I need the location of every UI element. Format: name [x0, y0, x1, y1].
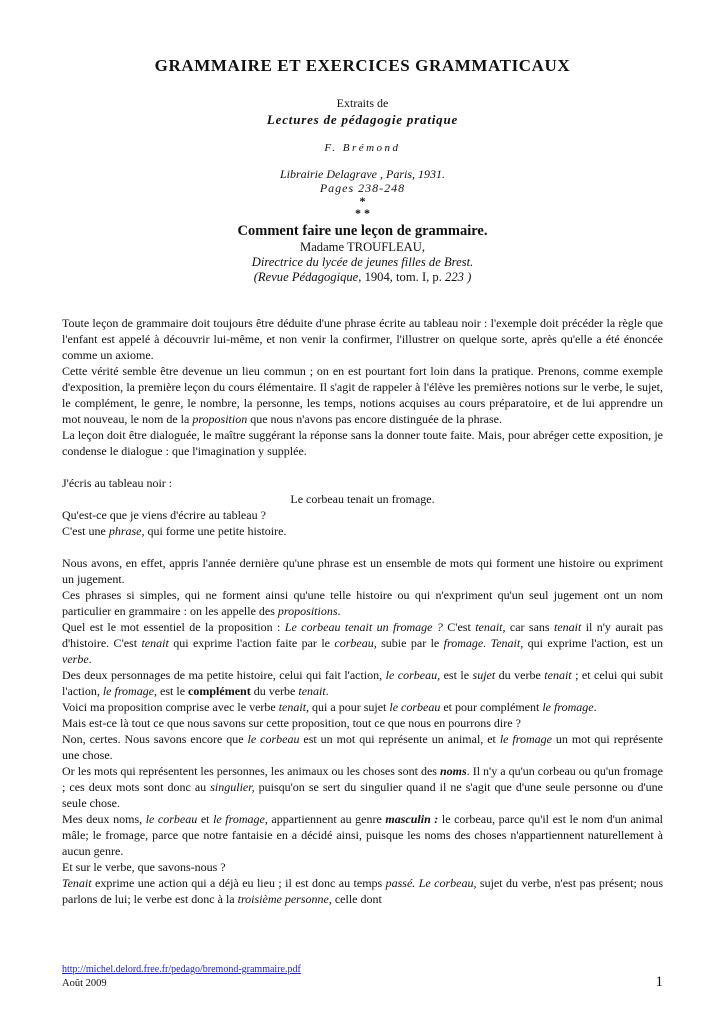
- text-segment: Toute leçon de grammaire doit toujours être déduite d'une phrase écrite au tableau noir : l'exemple doit précéder la règle que l'enfant est appelé à découvrir lui-même, et non venir la confirmer, l'illustrer on quelque sorte, après qu'elle a été énoncée comme un axiome.: [62, 316, 663, 362]
- text-segment: du verbe: [250, 684, 299, 698]
- text-segment: le corbeau: [247, 732, 300, 746]
- text-segment: propositions: [277, 604, 338, 618]
- text-segment: tenait: [544, 668, 572, 682]
- text-segment: tenait: [298, 684, 326, 698]
- text-segment: (Revue Pédagogique,: [253, 270, 362, 284]
- paragraph: [62, 363, 663, 427]
- speaker-name: Madame TROUFLEAU,: [300, 240, 425, 254]
- speaker-role: Directrice du lycée de jeunes filles de Brest.: [251, 255, 474, 269]
- publisher-line: Librairie Delagrave , Paris, 1931.: [280, 167, 445, 181]
- text-segment: Cette vérité semble être devenue un lieu commun ; on en est pourtant fort loin dans la pratique. Prenons, comme exemple d'exposition, la première leçon du cours élémentaire. Il s'agit de rappeler à l'élève les premières notions sur le verbe, le sujet, le complément, le genre, le nombre, la personne, les temps, notions acquises au cours préparatoire, et de lui apprendre un mot nouveau, le nom de la: [62, 364, 663, 426]
- paragraph: [62, 619, 663, 667]
- paragraph: [62, 875, 663, 907]
- text-segment: le corbeau, parce qu'il est le nom d'un animal mâle; le fromage, parce que notre fantaisie en a décidé ainsi, puisque les noms des choses n'appartiennent naturellement à aucun genre.: [62, 812, 663, 858]
- paragraph: [62, 523, 663, 539]
- text-segment: un mot qui représente une chose.: [62, 732, 664, 762]
- text-segment: Le corbeau tenait un fromage.: [290, 492, 435, 506]
- text-segment: et: [197, 812, 214, 826]
- text-segment: celle dont: [331, 892, 382, 906]
- text-segment: qui a pour sujet: [309, 700, 390, 714]
- text-segment: ; et celui qui subit l'action,: [62, 668, 663, 698]
- text-segment: il n'y aurait pas d'histoire. C'est: [62, 620, 664, 650]
- text-segment: subie par le: [376, 636, 444, 650]
- text-segment: La leçon doit être dialoguée, le maître suggérant la réponse sans la donner toute faite. Mais, pour abréger cette exposition, je condense le dialogue : que l'imagination y supplée.: [62, 428, 663, 458]
- text-segment: fromage. Tenait,: [443, 636, 524, 650]
- text-segment: le fromage,: [213, 812, 268, 826]
- text-segment: Voici ma proposition comprise avec le verbe: [62, 700, 279, 714]
- footer-date: Août 2009: [62, 978, 107, 989]
- paragraph: [62, 475, 663, 491]
- paragraph: [62, 811, 663, 859]
- lesson-header: [62, 222, 663, 285]
- text-segment: Ces phrases si simples, qui ne forment ainsi qu'une telle histoire ou qui n'expriment qu'un seul jugement ont un nom particulier en grammaire : on les appelle des: [62, 588, 663, 618]
- text-segment: est le: [440, 668, 473, 682]
- text-segment: et pour complément: [440, 700, 543, 714]
- text-segment: qui exprime l'action faite par le: [168, 636, 335, 650]
- text-segment: que nous n'avons pas encore distinguée de la phrase.: [247, 412, 502, 426]
- author-name: F. Brémond: [324, 142, 401, 154]
- text-segment: Or les mots qui représentent les personnes, les animaux ou les choses sont des: [62, 764, 440, 778]
- text-segment: singulier,: [210, 780, 255, 794]
- text-segment: sujet: [472, 668, 496, 682]
- text-segment: Et sur le verbe, que savons-nous ?: [62, 860, 226, 874]
- text-segment: troisième personne,: [237, 892, 332, 906]
- paragraph: [62, 699, 663, 715]
- text-segment: verbe: [62, 652, 89, 666]
- paragraph: [62, 731, 663, 763]
- extraits-label: Extraits de: [336, 96, 389, 110]
- text-segment: complément: [188, 684, 251, 698]
- text-segment: Des deux personnages de ma petite histoire, celui qui fait l'action,: [62, 668, 386, 682]
- paragraph: [62, 427, 663, 459]
- paragraph: [62, 491, 663, 507]
- text-segment: corbeau,: [334, 636, 377, 650]
- text-segment: sujet du verbe, n'est pas présent; nous parlons de lui; le verbe est donc à la: [62, 876, 663, 906]
- text-segment: puisqu'on se sert du singulier quand il ne s'agit que d'une seule personne ou d'une seule chose.: [62, 780, 664, 810]
- source-link[interactable]: http://michel.delord.free.fr/pedago/bremond-grammaire.pdf: [62, 964, 301, 975]
- pages-range: Pages 238-248: [319, 181, 406, 195]
- paragraph: [62, 555, 663, 587]
- paragraph: [62, 715, 663, 731]
- text-segment: est le: [157, 684, 189, 698]
- text-segment: tenait: [554, 620, 582, 634]
- text-segment: .: [593, 700, 597, 714]
- text-segment: Mes deux noms,: [62, 812, 146, 826]
- text-segment: Quel est le mot essentiel de la proposition :: [62, 620, 285, 634]
- document-title: GRAMMAIRE ET EXERCICES GRAMMATICAUX: [154, 56, 571, 75]
- text-segment: passé. Le corbeau,: [385, 876, 477, 890]
- text-segment: 1904, tom. I, p.: [361, 270, 446, 284]
- text-segment: le fromage,: [102, 684, 158, 698]
- source-citation: [62, 270, 663, 285]
- text-segment: appartiennent au genre: [267, 812, 386, 826]
- paragraph: [62, 315, 663, 363]
- text-segment: 223 ): [445, 270, 472, 284]
- text-segment: Le corbeau tenait un fromage ?: [284, 620, 443, 634]
- text-segment: le fromage: [542, 700, 594, 714]
- page-footer: [62, 964, 663, 990]
- text-segment: .: [325, 684, 329, 698]
- text-segment: le fromage: [499, 732, 552, 746]
- text-segment: le corbeau: [389, 700, 441, 714]
- paragraph: [62, 507, 663, 523]
- text-segment: tenait: [141, 636, 169, 650]
- text-segment: du verbe: [495, 668, 545, 682]
- text-segment: tenait,: [278, 700, 310, 714]
- lesson-heading: Comment faire une leçon de grammaire.: [237, 223, 488, 239]
- body-paragraphs: [62, 315, 663, 907]
- star-separator-bottom: * *: [355, 206, 370, 220]
- text-segment: proposition: [192, 412, 248, 426]
- footer-left: [62, 964, 301, 990]
- text-segment: Nous avons, en effet, appris l'année dernière qu'une phrase est un ensemble de mots qui forment une histoire ou expriment un jugement.: [62, 556, 663, 586]
- text-segment: qui exprime l'action, est un: [523, 636, 664, 650]
- text-segment: . Il n'y a qu'un corbeau ou qu'un fromage ; ces deux mots sont donc au: [62, 764, 663, 794]
- text-segment: masculin :: [385, 812, 439, 826]
- text-segment: .: [88, 652, 92, 666]
- page-number: 1: [655, 974, 663, 990]
- text-segment: exprime une action qui a déjà eu lieu ; il est donc au temps: [91, 876, 386, 890]
- text-segment: noms: [439, 764, 467, 778]
- paragraph: [62, 667, 663, 699]
- text-segment: qui forme une petite histoire.: [144, 524, 287, 538]
- publication-info: [62, 96, 663, 219]
- text-segment: C'est: [442, 620, 476, 634]
- text-segment: est un mot qui représente un animal, et: [299, 732, 500, 746]
- paragraph: [62, 859, 663, 875]
- text-segment: .: [337, 604, 341, 618]
- paragraph: [62, 763, 663, 811]
- text-segment: Non, certes. Nous savons encore que: [62, 732, 248, 746]
- text-segment: C'est une: [62, 524, 109, 538]
- book-title: Lectures de pédagogie pratique: [266, 112, 459, 127]
- text-segment: le corbeau,: [385, 668, 441, 682]
- text-segment: le corbeau: [145, 812, 198, 826]
- text-segment: phrase,: [108, 524, 145, 538]
- text-segment: tenait,: [475, 620, 506, 634]
- text-segment: J'écris au tableau noir :: [62, 476, 173, 490]
- text-segment: Tenait: [62, 876, 92, 890]
- text-segment: car sans: [505, 620, 554, 634]
- star-separator-top: *: [359, 194, 366, 208]
- text-segment: Qu'est-ce que je viens d'écrire au tableau ?: [62, 508, 266, 522]
- paragraph: [62, 587, 663, 619]
- text-segment: Mais est-ce là tout ce que nous savons sur cette proposition, tout ce que nous en pourrons dire ?: [62, 716, 521, 730]
